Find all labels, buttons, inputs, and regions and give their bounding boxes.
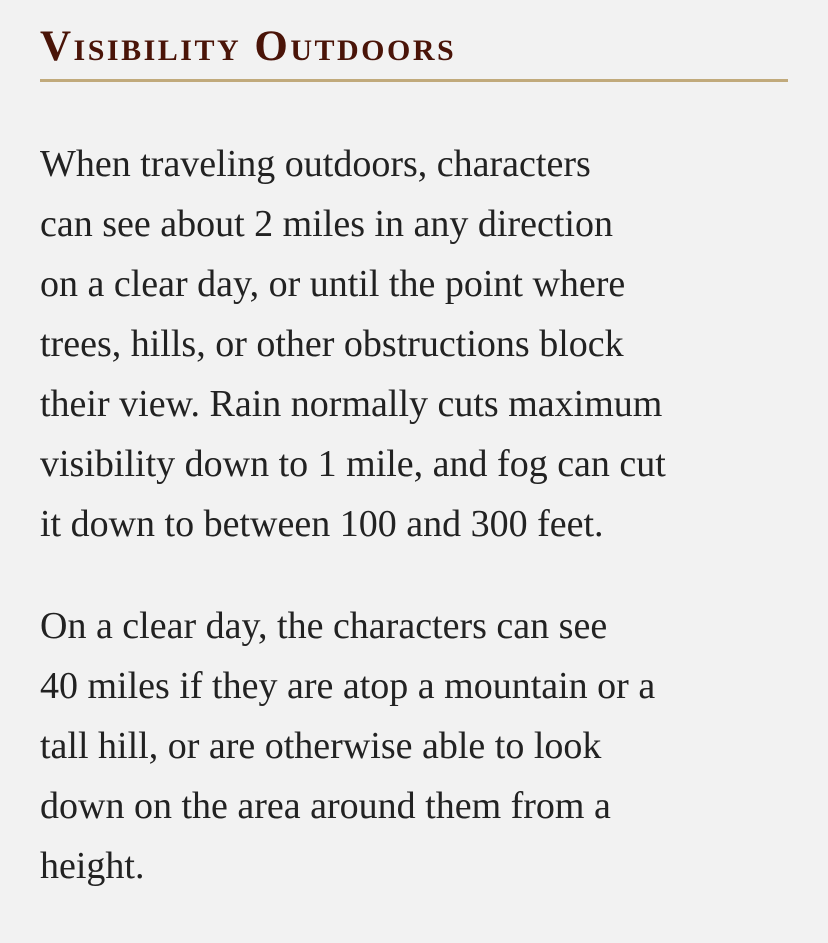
paragraph	[40, 134, 790, 554]
paragraph-line: down on the area around them from a	[40, 785, 611, 827]
paragraph-line: tall hill, or are otherwise able to look	[40, 725, 602, 767]
paragraph-line: visibility down to 1 mile, and fog can cut	[40, 443, 666, 485]
paragraph-line: it down to between 100 and 300 feet.	[40, 503, 604, 545]
paragraph	[40, 596, 790, 896]
heading-divider	[40, 79, 788, 82]
paragraph-line: their view. Rain normally cuts maximum	[40, 383, 663, 425]
paragraph-line: When traveling outdoors, characters	[40, 143, 591, 185]
paragraph-line: On a clear day, the characters can see	[40, 605, 608, 647]
paragraph-line: trees, hills, or other obstructions block	[40, 323, 624, 365]
document-section	[40, 0, 790, 896]
paragraph-line: height.	[40, 845, 145, 887]
paragraph-line: can see about 2 miles in any direction	[40, 203, 613, 245]
paragraph-line: 40 miles if they are atop a mountain or a	[40, 665, 656, 707]
section-heading: Visibility Outdoors	[40, 23, 457, 70]
paragraph-line: on a clear day, or until the point where	[40, 263, 626, 305]
